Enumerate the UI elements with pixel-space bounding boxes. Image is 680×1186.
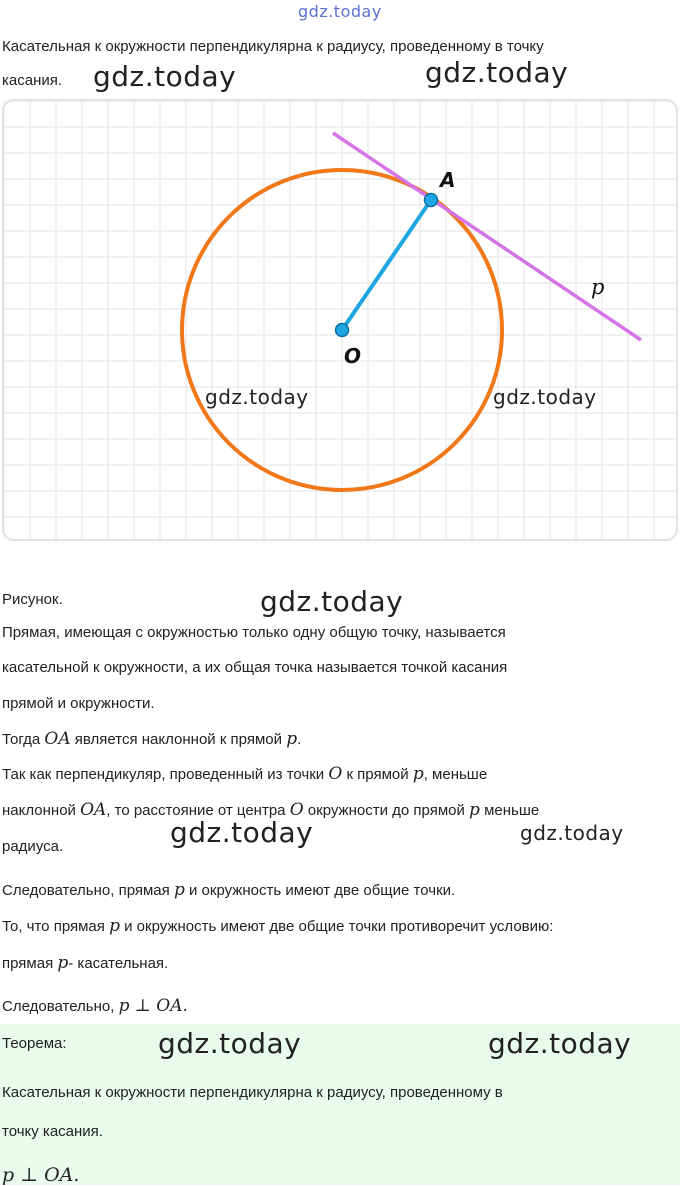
grid xyxy=(4,101,676,539)
math-o: O xyxy=(289,800,304,820)
paragraph-4: Следовательно, прямая p и окружность имеют две общие точки. xyxy=(2,880,456,900)
paragraph-3-line-3: радиуса. xyxy=(2,838,64,855)
paragraph-3-line-1: Так как перпендикуляр, проведенный из точки O к прямой p, меньше xyxy=(2,764,488,784)
paragraph-2: Тогда OA является наклонной к прямой p. xyxy=(2,729,302,749)
watermark: gdz.today xyxy=(158,1027,302,1060)
theorem-line-1: Касательная к окружности перпендикулярна к радиусу, проведенному в xyxy=(2,1084,503,1101)
point-o xyxy=(336,324,349,337)
math-o: O xyxy=(328,764,343,784)
paragraph-6: Следовательно, p ⊥ OA. xyxy=(2,996,188,1016)
math-oa: OA xyxy=(80,800,107,820)
watermark: gdz.today xyxy=(520,821,624,845)
math-p: p xyxy=(173,880,185,900)
watermark: gdz.today xyxy=(425,56,569,89)
watermark: gdz.today xyxy=(493,385,597,409)
theorem-label: Теорема: xyxy=(2,1035,67,1052)
theorem-line-2: точку касания. xyxy=(2,1123,103,1140)
label-o: O xyxy=(344,344,362,368)
paragraph-3-line-2: наклонной OA, то расстояние от центра O окружности до прямой p меньше xyxy=(2,800,540,820)
intro-line-2: касания. xyxy=(2,72,63,89)
intro-line-1: Касательная к окружности перпендикулярна к радиусу, проведенному в точку xyxy=(2,38,544,55)
math-p: p xyxy=(57,953,69,973)
paragraph-5-line-2: прямая p- касательная. xyxy=(2,953,169,973)
math-p: p xyxy=(469,800,480,820)
math-oa: OA xyxy=(44,729,71,749)
math-p: p xyxy=(412,764,424,784)
radius-oa xyxy=(342,200,431,330)
paragraph-1-line-3: прямой и окружности. xyxy=(2,695,155,712)
label-a: A xyxy=(440,168,456,192)
watermark: gdz.today xyxy=(170,816,314,849)
label-p: p xyxy=(591,275,605,299)
theorem-formula: p ⊥ OA. xyxy=(2,1164,80,1186)
math-p: p xyxy=(286,729,298,749)
watermark-top: gdz.today xyxy=(298,2,382,21)
math-p: p xyxy=(109,916,120,936)
figure-panel xyxy=(2,99,678,541)
paragraph-5-line-1: То, что прямая p и окружность имеют две общие точки противоречит условию: xyxy=(2,916,554,936)
paragraph-1-line-1: Прямая, имеющая с окружностью только одну общую точку, называется xyxy=(2,624,506,641)
watermark: gdz.today xyxy=(260,585,404,618)
theorem-box xyxy=(0,1024,680,1185)
watermark: gdz.today xyxy=(488,1027,632,1060)
watermark: gdz.today xyxy=(93,60,237,93)
geometry-figure xyxy=(4,101,676,539)
paragraph-1-line-2: касательной к окружности, а их общая точка называется точкой касания xyxy=(2,659,508,676)
point-a xyxy=(425,194,438,207)
watermark: gdz.today xyxy=(205,385,309,409)
figure-caption: Рисунок. xyxy=(2,591,63,608)
math-p-perp-oa: p ⊥ OA. xyxy=(118,996,188,1016)
